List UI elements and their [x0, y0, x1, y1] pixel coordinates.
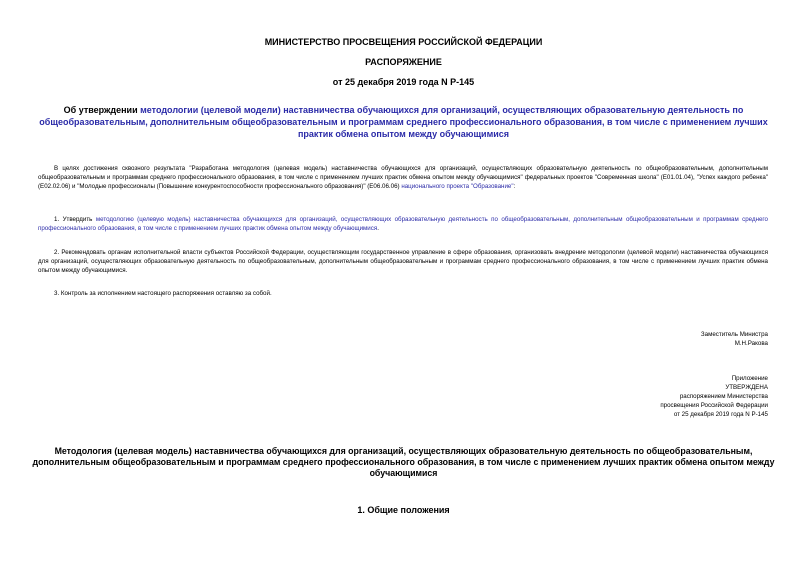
appendix-block [508, 374, 768, 419]
document-type: РАСПОРЯЖЕНИЕ [365, 57, 442, 67]
appendix-date: от 25 декабря 2019 года N Р-145 [673, 411, 768, 418]
ministry-heading: МИНИСТЕРСТВО ПРОСВЕЩЕНИЯ РОССИЙСКОЙ ФЕДЕРАЦИИ [264, 37, 543, 47]
paragraph-item-3: 3. Контроль за исполнением настоящего распоряжения оставляю за собой. [54, 290, 272, 297]
title-prefix: Об утверждении [63, 105, 141, 115]
preamble-end: : [513, 183, 516, 190]
document-date-number: от 25 декабря 2019 года N Р-145 [332, 77, 475, 87]
appendix-approved: УТВЕРЖДЕНА [725, 384, 768, 391]
methodology-link[interactable]: методологии (целевой модели) наставничества обучающихся для организаций, осуществляющих образовательную деятельность по общеобразовательным, дополнительным общеобразовательным и программам среднего профессионального образования, в том числе с применением лучших практик обмена опытом между обучающимися [39, 105, 768, 139]
signature-block [508, 330, 768, 348]
item-1-end: . [377, 225, 379, 232]
document-title [30, 104, 777, 140]
appendix-ministry: просвещения Российской Федерации [660, 402, 768, 409]
methodology-approve-link[interactable]: методологию (целевую модель) наставничества обучающихся для организаций, осуществляющих образовательную деятельность по общеобразовательным, дополнительным общеобразовательным и программам среднего профессионального образования, в том числе с применением лучших практик обмена опытом между обучающимися [38, 216, 768, 232]
item-1-prefix: 1. Утвердить [54, 216, 96, 223]
signatory-name: М.Н.Ракова [734, 340, 768, 347]
methodology-title: Методология (целевая модель) наставничества обучающихся для организаций, осуществляющих образовательную деятельность по общеобразовательным, дополнительным общеобразовательным и программам среднего профессионального образования, в том числе с применением лучших практик обмена опытом между обучающимися [32, 446, 775, 478]
paragraph-item-1 [38, 215, 768, 233]
appendix-by: распоряжением Министерства [679, 393, 768, 400]
appendix-label: Приложение [731, 375, 768, 382]
paragraph-item-2: 2. Рекомендовать органам исполнительной власти субъектов Российской Федерации, осуществляющим государственное управление в сфере образования, организовать внедрение методологии (целевой модели) наставничества обучающихся для организаций, осуществляющих образовательную деятельность по общеобразовательным, дополнительным общеобразовательным и программам среднего профессионального образования, в том числе с применением лучших практик обмена опытом между обучающимися. [38, 249, 768, 274]
national-project-link[interactable]: национального проекта "Образование" [401, 183, 514, 190]
section-heading: 1. Общие положения [357, 505, 450, 515]
paragraph-preamble [38, 164, 768, 191]
signatory-position: Заместитель Министра [700, 331, 768, 338]
preamble-text: В целях достижения сквозного результата "Разработана методология (целевая модель) наставничества обучающихся для организаций, осуществляющих образовательную деятельность по общеобразовательным, дополнительным общеобразовательным и программам среднего профессионального образования, в том числе с применением лучших практик обмена опытом между обучающимися" федеральных проектов "Современная школа" (Е01.01.04), "Успех каждого ребенка" (Е02.02.06) и "Молодые профессионалы (Повышение конкурентоспособности профессионального образования)" (Е06.06.06) [38, 165, 768, 190]
